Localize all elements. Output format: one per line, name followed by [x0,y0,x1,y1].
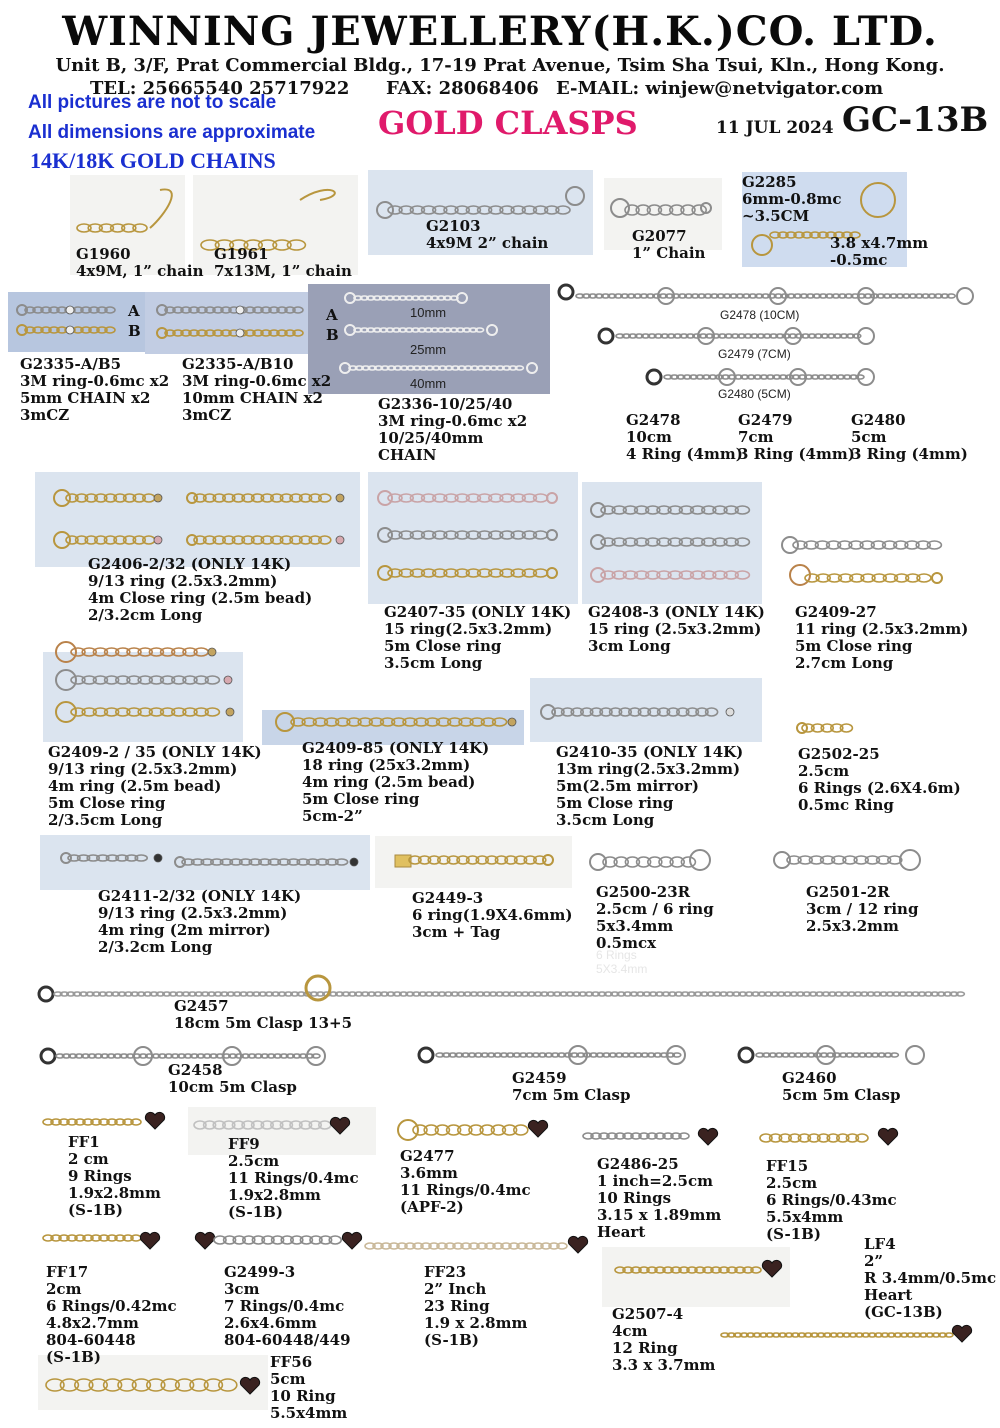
date: 11 JUL 2024 [716,118,834,138]
caption-g2478 [626,412,743,463]
caption-line: 2.5cm / 6 ring [596,900,714,918]
heart-tag [145,1112,164,1129]
jump-ring [527,363,537,373]
jump-ring [54,532,70,548]
caption-line: 4m ring (2.5m bead) [302,773,476,791]
caption-g1960 [76,246,204,280]
caption-line: G2500-23R [596,883,691,901]
caption-line: 7x13M, 1” chain [214,262,352,280]
caption-line: 5cm [851,428,887,446]
heart-tag [568,1236,587,1253]
chain-link [161,1379,179,1391]
label-25mm: 25mm [410,342,447,357]
caption-line: CHAIN [378,446,437,464]
heart-tag [952,1325,971,1342]
caption-line: (S-1B) [68,1201,123,1219]
caption-line: FF1 [68,1133,100,1151]
caption-line: 2.7cm Long [795,654,894,672]
jump-ring [667,1046,685,1064]
jump-ring [56,670,76,690]
caption-line: (S-1B) [766,1225,821,1243]
caption-line: 3 Ring (4mm) [851,445,968,463]
chain-link [75,1379,93,1391]
caption-line: 5m Close ring [384,637,502,655]
caption-line: 9/13 ring (2.5x3.2mm) [48,760,238,778]
heart-tag [698,1128,717,1145]
caption-line: 4.8x2.7mm [46,1314,139,1332]
caption-line: G2507-4 [612,1305,684,1323]
caption-line: (S-1B) [228,1203,283,1221]
caption-g2406 [88,556,312,624]
caption-g2411 [98,888,301,956]
jump-ring [858,369,874,385]
jump-ring [61,853,71,863]
caption-line: 10cm [626,428,672,446]
jump-ring [378,566,392,580]
caption-line: G1960 [76,245,131,263]
bead [336,536,344,544]
caption-line: G2335-A/B5 [20,355,122,373]
caption-line: 7cm 5m Clasp [512,1086,631,1104]
caption-line: 1 inch=2.5cm [597,1172,713,1190]
chain-link [104,1379,122,1391]
caption-line: 804-60448/449 [224,1331,351,1349]
caption-line: G2478 [626,411,681,429]
jump-ring [175,857,185,867]
caption-line: G2480 [851,411,906,429]
caption-line: G2407-35 (ONLY 14K) [384,603,572,621]
caption-line: 11 Rings/0.4mc [400,1181,531,1199]
bead [726,708,734,716]
caption-line: 12 Ring [612,1339,678,1357]
caption-g2409-27 [795,604,968,672]
caption-line: 4cm [612,1322,648,1340]
bead [154,494,162,502]
catalog-code: GC-13B [842,100,989,140]
caption-line: 2.5cm [228,1152,280,1170]
caption-line: 4m ring (2m mirror) [98,921,271,939]
caption-line: G2409-85 (ONLY 14K) [302,739,490,757]
jump-ring [56,702,76,722]
heart-tag [342,1232,361,1249]
caption-g2500 [596,884,714,952]
caption-line: 5m(2.5m mirror) [556,777,699,795]
ghost-text-1: 6 Rings [596,948,637,962]
jump-ring [547,568,557,578]
caption-g2486 [597,1156,721,1241]
caption-line: 3.5cm Long [556,811,655,829]
caption-line: 2/3.2cm Long [88,606,203,624]
caption-line: G2336-10/25/40 [378,395,513,413]
caption-line: 3cm / 12 ring [806,900,919,918]
jump-ring [307,1047,325,1065]
caption-g1961 [214,246,352,280]
caption-line: G2477 [400,1147,455,1165]
caption-line: G2409-2 / 35 (ONLY 14K) [48,743,262,761]
caption-line: FF17 [46,1263,89,1281]
label-a2: A [326,306,338,324]
caption-g2479 [738,412,855,463]
heart-tag [140,1232,159,1249]
caption-line: 3M ring-0.6mc x2 [182,372,332,390]
caption-g2335-b10 [182,356,331,424]
caption-line: 3.3 x 3.7mm [612,1356,716,1374]
caption-line: 1.9 x 2.8mm [424,1314,528,1332]
caption-line: 3.6mm [400,1164,458,1182]
fax: FAX: 28068406 [386,78,539,99]
jump-ring [785,328,801,344]
label-g2478-10cm: G2478 (10CM) [720,308,800,322]
spring-clasp [599,329,613,343]
caption-line: 2.5cm [766,1174,818,1192]
caption-line: 5m Close ring [556,794,674,812]
caption-line: 7 Rings/0.4mc [224,1297,345,1315]
caption-line: G2408-3 (ONLY 14K) [588,603,765,621]
caption-line: 3M ring-0.6mc x2 [378,412,528,430]
heart-tag [330,1117,349,1134]
chain-link [219,1379,237,1391]
chain-link [132,1379,150,1391]
label-b2: B [326,326,339,344]
caption-line: ~3.5CM [742,207,810,225]
jump-ring [770,288,786,304]
jump-ring [134,1047,152,1065]
caption-line: (APF-2) [400,1198,464,1216]
caption-line: 2/3.2cm Long [98,938,213,956]
caption-line: 4 Ring (4mm) [626,445,743,463]
hook [150,189,172,228]
jump-ring [378,491,392,505]
jump-ring [900,850,920,870]
jump-ring [591,568,605,582]
caption-line: 11 ring (2.5x3.2mm) [795,620,969,638]
caption-line: 5m Close ring [48,794,166,812]
bead [336,494,344,502]
caption-line: 11 Rings/0.4mc [228,1169,359,1187]
jump-ring [547,530,557,540]
caption-g2408 [588,604,765,655]
caption-g2460 [782,1070,900,1104]
caption-g2457 [174,998,352,1032]
label-10mm: 10mm [410,305,447,320]
caption-line: 1.9x2.8mm [68,1184,161,1202]
jump-ring [932,573,942,583]
caption-ff9 [228,1136,359,1221]
caption-line: G2411-2/32 (ONLY 14K) [98,887,302,905]
caption-line: 13m ring(2.5x3.2mm) [556,760,741,778]
heart-tag [195,1232,214,1249]
caption-line: 5.5x4mm [766,1208,844,1226]
label-g2479-7cm: G2479 (7CM) [718,347,791,361]
bead [208,648,216,656]
caption-line: 2cm [46,1280,82,1298]
caption-line: G2458 [168,1061,223,1079]
caption-line: G2409-27 [795,603,877,621]
jump-ring [56,642,76,662]
jump-ring [957,288,973,304]
caption-line: 3mCZ [182,406,232,424]
caption-line: G2479 [738,411,793,429]
caption-line: 2” Inch [424,1280,487,1298]
bead [226,708,234,716]
jump-ring [782,537,798,553]
caption-line: 6 ring(1.9X4.6mm) [412,906,573,924]
caption-g2507 [612,1306,715,1374]
caption-line: 804-60448 [46,1331,136,1349]
jump-ring [547,493,557,503]
dimension-note: All dimensions are approximate [28,122,316,143]
email: E-MAIL: winjew@netvigator.com [556,78,884,99]
caption-line: 5m Close ring [302,790,420,808]
caption-line: 1” Chain [632,244,706,262]
caption-line: 10/25/40mm [378,429,484,447]
caption-line: 10mm CHAIN x2 [182,389,323,407]
caption-line: FF56 [270,1353,313,1371]
caption-line: G2486-25 [597,1155,679,1173]
heart-tag [240,1377,259,1394]
caption-line: 3cm [224,1280,260,1298]
spring-clasp [41,1049,55,1063]
caption-line: 2.5cm [798,762,850,780]
caption-g2502 [798,746,961,814]
jump-ring [541,705,555,719]
caption-line: 5m Close ring [795,637,913,655]
caption-line: 5cm-2” [302,807,363,825]
caption-line: 2” [864,1252,884,1270]
caption-line: 3M ring-0.6mc x2 [20,372,170,390]
caption-line: (S-1B) [46,1348,101,1366]
chain-link [118,1379,136,1391]
caption-g2410 [556,744,743,829]
caption-line: 2.6x4.6mm [224,1314,317,1332]
caption-line: G1961 [214,245,269,263]
chain-link [176,1379,194,1391]
jump-ring [566,187,584,205]
caption-g2407 [384,604,571,672]
bead [350,858,358,866]
bead [154,854,162,862]
caption-line: G2449-3 [412,889,484,907]
caption-g2285-ring [830,235,928,269]
jump-ring [591,535,605,549]
caption-line: Heart [864,1286,913,1304]
caption-line: 4x9M, 1” chain [76,262,204,280]
caption-line: G2459 [512,1069,567,1087]
jump-ring [377,202,393,218]
caption-ff56 [270,1354,347,1422]
caption-line: LF4 [864,1235,896,1253]
caption-g2449 [412,890,572,941]
spring-clasp [419,1048,433,1062]
caption-line: 1.9x2.8mm [228,1186,321,1204]
caption-line: 7cm [738,428,774,446]
label-40mm: 40mm [410,376,447,391]
caption-lf4 [864,1236,996,1321]
caption-g2285 [742,174,842,225]
caption-line: G2501-2R [806,883,890,901]
caption-line: 0.5mc Ring [798,796,894,814]
caption-line: 4m Close ring (2.5m bead) [88,589,313,607]
hook [300,190,335,200]
caption-line: 3.8 x4.7mm [830,234,929,252]
caption-line: 6 Rings (2.6X4.6m) [798,779,961,797]
caption-g2409-2 [48,744,262,829]
spring-clasp [559,285,573,299]
caption-line: 3.5cm Long [384,654,483,672]
caption-line: G2406-2/32 (ONLY 14K) [88,555,292,573]
caption-line: 4m ring (2.5m bead) [48,777,222,795]
chain-link [60,1379,78,1391]
caption-line: 10 Rings [597,1189,672,1207]
caption-line: 3.15 x 1.89mm [597,1206,722,1224]
caption-g2458 [168,1062,297,1096]
caption-line: 6 Rings/0.42mc [46,1297,177,1315]
jump-ring [398,1120,418,1140]
caption-g2501 [806,884,918,935]
caption-line: 9/13 ring (2.5x3.2mm) [98,904,288,922]
caption-line: 10 Ring [270,1387,336,1405]
jump-ring [591,503,605,517]
caption-ff1 [68,1134,161,1219]
heading: GOLD CLASPS [378,104,638,142]
caption-line: G2457 [174,997,229,1015]
heart-tag [878,1128,897,1145]
caption-line: 6 Rings/0.43mc [766,1191,897,1209]
caption-g2103 [426,218,548,252]
jump-ring [752,235,772,255]
caption-line: 9 Rings [68,1167,132,1185]
caption-line: G2103 [426,217,481,235]
caption-line: (S-1B) [424,1331,479,1349]
jump-ring [54,490,70,506]
caption-line: 3mCZ [20,406,70,424]
caption-ff17 [46,1264,177,1366]
bead [236,329,244,337]
caption-line: 3cm + Tag [412,923,501,941]
caption-line: G2410-35 (ONLY 14K) [556,743,744,761]
caption-line: 5.5x4mm [270,1404,348,1422]
bead [66,306,74,314]
caption-line: Heart [597,1223,646,1241]
spring-clasp [739,1048,753,1062]
caption-line: 18 ring (25x3.2mm) [302,756,471,774]
ghost-text-2: 5X3.4mm [596,962,648,976]
bead [224,676,232,684]
caption-line: 9/13 ring (2.5x3.2mm) [88,572,278,590]
caption-line: 2/3.5cm Long [48,811,163,829]
caption-line: 5x3.4mm [596,917,674,935]
caption-line: 10cm 5m Clasp [168,1078,297,1096]
caption-line: R 3.4mm/0.5mc [864,1269,997,1287]
caption-line: 5cm [270,1370,306,1388]
caption-line: 4x9M 2” chain [426,234,549,252]
caption-line: 3 Ring (4mm) [738,445,855,463]
label-b: B [128,322,141,340]
heart-tag [762,1260,781,1277]
caption-line: G2335-A/B10 [182,355,294,373]
caption-g2077 [632,228,705,262]
jump-ring [906,1046,924,1064]
label-a: A [128,302,140,320]
caption-line: 5cm 5m Clasp [782,1086,901,1104]
caption-ff15 [766,1158,897,1243]
chain-link [204,1379,222,1391]
caption-line: G2077 [632,227,687,245]
caption-line: 2.5x3.2mm [806,917,899,935]
caption-line: G2502-25 [798,745,880,763]
jump-ring [861,183,895,217]
caption-line: FF9 [228,1135,260,1153]
scale-note: All pictures are not to scale [28,92,277,113]
caption-line: -0.5mc [830,251,888,269]
caption-line: (GC-13B) [864,1303,943,1321]
caption-g2480 [851,412,968,463]
caption-g2336 [378,396,527,464]
bead [154,536,162,544]
subtitle: 14K/18K GOLD CHAINS [30,148,276,173]
spring-clasp [647,370,661,384]
caption-line: 0.5mcx [596,934,657,952]
caption-g2335-b5 [20,356,169,424]
caption-line: G2285 [742,173,797,191]
jump-ring [487,325,497,335]
caption-ff23 [424,1264,527,1349]
company-address: Unit B, 3/F, Prat Commercial Bldg., 17-19 Prat Avenue, Tsim Sha Tsui, Kln., Hong Kong. [55,55,945,76]
chain-link [147,1379,165,1391]
chain-link [89,1379,107,1391]
caption-line: FF23 [424,1263,467,1281]
label-g2480-5cm: G2480 (5CM) [718,387,791,401]
caption-line: 6mm-0.8mc [742,190,842,208]
tel: TEL: 25665540 25717922 [90,78,350,99]
caption-line: FF15 [766,1157,809,1175]
bead [508,718,516,726]
caption-g2499 [224,1264,351,1349]
caption-line: 2 cm [68,1150,109,1168]
caption-line: 5mm CHAIN x2 [20,389,151,407]
chain-link [46,1379,64,1391]
caption-line: 23 Ring [424,1297,490,1315]
bead [236,306,244,314]
company-name: WINNING JEWELLERY(H.K.)CO. LTD. [62,8,938,55]
caption-line: G2499-3 [224,1263,296,1281]
caption-line: 15 ring(2.5x3.2mm) [384,620,553,638]
caption-g2477 [400,1148,531,1216]
heart-tag [528,1120,547,1137]
caption-line: G2460 [782,1069,837,1087]
caption-line: 18cm 5m Clasp 13+5 [174,1014,353,1032]
caption-g2459 [512,1070,630,1104]
caption-g2409-85 [302,740,489,825]
chain-link [190,1379,208,1391]
caption-line: 3cm Long [588,637,671,655]
jump-ring [378,528,392,542]
jump-ring [690,850,710,870]
spring-clasp [39,987,53,1001]
caption-line: 15 ring (2.5x3.2mm) [588,620,762,638]
jump-ring [543,855,553,865]
bead [66,326,74,334]
